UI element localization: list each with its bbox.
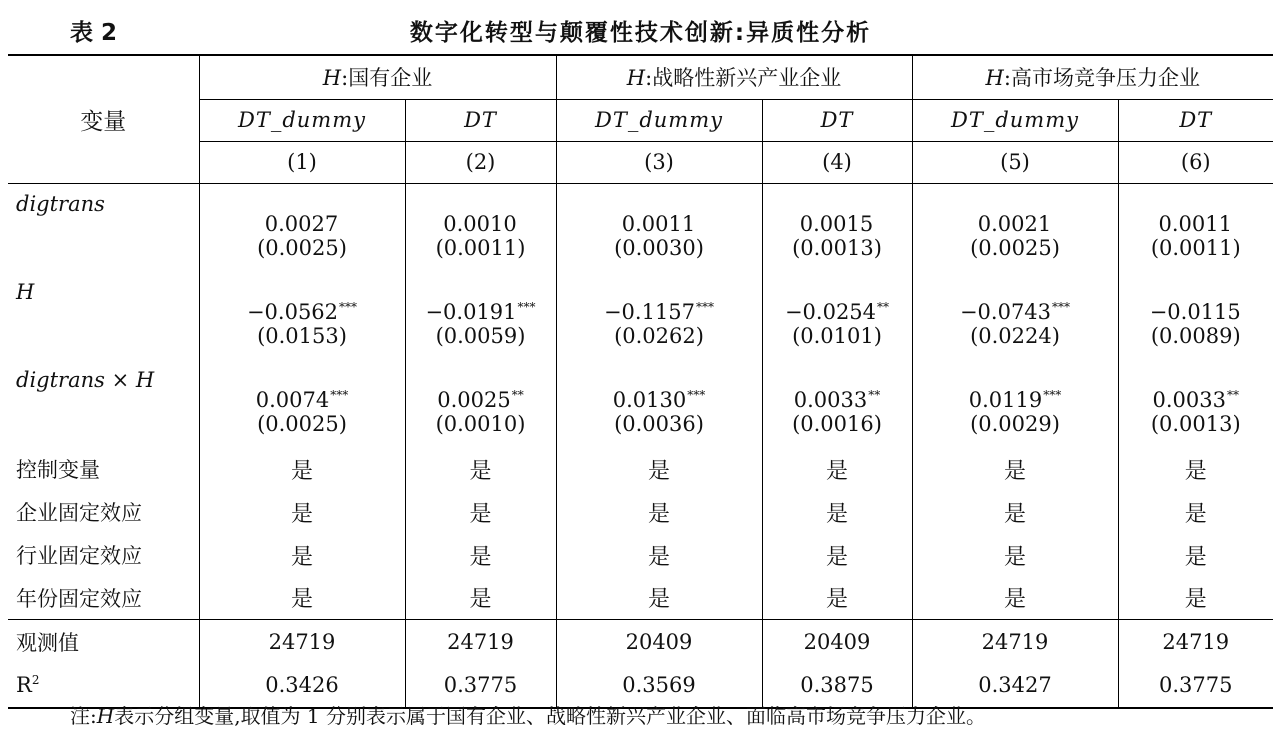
se-cell: (0.0224) — [912, 324, 1118, 360]
coef-cell: 0.0130*** — [556, 360, 762, 412]
yes-cell: 是 — [199, 577, 405, 620]
r2-cell: 0.3875 — [762, 664, 912, 708]
se-cell: (0.0262) — [556, 324, 762, 360]
coef-cell: 0.0025** — [405, 360, 556, 412]
subheader-1: DT_dummy — [199, 99, 405, 141]
se-cell: (0.0036) — [556, 412, 762, 448]
row-label-industry-fe: 行业固定效应 — [8, 534, 199, 577]
r2-cell: 0.3426 — [199, 664, 405, 708]
row-label-firm-fe: 企业固定效应 — [8, 491, 199, 534]
coef-cell: −0.0254** — [762, 272, 912, 324]
yes-cell: 是 — [556, 448, 762, 491]
regression-table — [8, 54, 1273, 709]
table-note: 注:H表示分组变量,取值为 1 分别表示属于国有企业、战略性新兴产业企业、面临高市场竞争压力企业。 — [70, 704, 986, 728]
group-header-1: H:国有企业 — [199, 55, 556, 99]
group-header-2: H:战略性新兴产业企业 — [556, 55, 912, 99]
subheader-3: DT_dummy — [556, 99, 762, 141]
yes-cell: 是 — [1184, 458, 1207, 484]
coef-cell: 0.0021 — [912, 183, 1118, 236]
se-cell: (0.0030) — [556, 236, 762, 272]
yes-cell: 是 — [556, 534, 762, 577]
coef-cell: 0.0010 — [405, 183, 556, 236]
coef-cell: 0.0033** — [1152, 387, 1239, 412]
col-number-1: (1) — [199, 141, 405, 183]
subheader-6: DT — [1118, 99, 1273, 141]
r2-cell: 0.3775 — [1118, 664, 1273, 708]
coef-cell: 0.0011 — [556, 183, 762, 236]
coef-cell: 0.0011 — [1158, 211, 1232, 236]
col-number-3: (3) — [556, 141, 762, 183]
col-number-6: (6) — [1118, 141, 1273, 183]
row-label-year-fe: 年份固定效应 — [8, 577, 199, 620]
yes-cell: 是 — [1184, 544, 1207, 570]
group-header-3: H:高市场竞争压力企业 — [912, 55, 1273, 99]
se-cell: (0.0013) — [1150, 411, 1241, 436]
coef-cell: −0.0115 — [1149, 299, 1241, 324]
yes-cell: 是 — [912, 491, 1118, 534]
yes-cell: 是 — [762, 577, 912, 620]
coef-cell: 0.0027 — [199, 183, 405, 236]
yes-cell: 是 — [762, 448, 912, 491]
row-label-interaction: digtrans × H — [8, 360, 199, 412]
se-cell: (0.0016) — [762, 412, 912, 448]
se-cell: (0.0011) — [1150, 235, 1241, 260]
subheader-5: DT_dummy — [912, 99, 1118, 141]
col-number-2: (2) — [405, 141, 556, 183]
col-number-4: (4) — [762, 141, 912, 183]
yes-cell: 是 — [912, 534, 1118, 577]
yes-cell: 是 — [405, 448, 556, 491]
obs-cell: 24719 — [912, 620, 1118, 664]
obs-cell: 24719 — [405, 620, 556, 664]
se-cell: (0.0025) — [199, 236, 405, 272]
subheader-2: DT — [405, 99, 556, 141]
yes-cell: 是 — [762, 534, 912, 577]
col-number-5: (5) — [912, 141, 1118, 183]
coef-cell: 0.0074*** — [199, 360, 405, 412]
table-label: 表 2 — [70, 20, 118, 46]
coef-cell: 0.0015 — [762, 183, 912, 236]
yes-cell: 是 — [912, 577, 1118, 620]
yes-cell: 是 — [405, 577, 556, 620]
se-cell: (0.0010) — [405, 412, 556, 448]
yes-cell: 是 — [556, 491, 762, 534]
coef-cell: −0.0562*** — [199, 272, 405, 324]
se-cell: (0.0011) — [405, 236, 556, 272]
yes-cell: 是 — [199, 491, 405, 534]
r2-cell: 0.3427 — [912, 664, 1118, 708]
r2-cell: 0.3775 — [405, 664, 556, 708]
coef-cell: −0.0191*** — [405, 272, 556, 324]
coef-cell: −0.1157*** — [556, 272, 762, 324]
row-label-h: H — [8, 272, 199, 324]
obs-cell: 24719 — [199, 620, 405, 664]
row-label-controls: 控制变量 — [8, 448, 199, 491]
se-cell: (0.0101) — [762, 324, 912, 360]
yes-cell: 是 — [405, 534, 556, 577]
yes-cell: 是 — [762, 491, 912, 534]
yes-cell: 是 — [199, 534, 405, 577]
se-cell: (0.0025) — [199, 412, 405, 448]
row-label-obs: 观测值 — [8, 620, 199, 664]
se-cell: (0.0059) — [405, 324, 556, 360]
r2-cell: 0.3569 — [556, 664, 762, 708]
se-cell: (0.0029) — [912, 412, 1118, 448]
se-cell: (0.0013) — [762, 236, 912, 272]
se-cell: (0.0025) — [912, 236, 1118, 272]
se-cell: (0.0153) — [199, 324, 405, 360]
coef-cell: 0.0033** — [762, 360, 912, 412]
var-header: 变量 — [8, 55, 199, 183]
yes-cell: 是 — [1118, 577, 1273, 620]
table-title-row — [0, 8, 1281, 48]
yes-cell: 是 — [405, 491, 556, 534]
obs-cell: 24719 — [1162, 629, 1230, 654]
obs-cell: 20409 — [556, 620, 762, 664]
yes-cell: 是 — [912, 448, 1118, 491]
table-title: 数字化转型与颠覆性技术创新:异质性分析 — [409, 20, 872, 46]
row-label-r2: $R^2$ — [8, 664, 199, 708]
yes-cell: 是 — [199, 448, 405, 491]
subheader-4: DT — [762, 99, 912, 141]
se-cell: (0.0089) — [1150, 323, 1241, 348]
yes-cell: 是 — [556, 577, 762, 620]
row-label-digtrans: digtrans — [8, 183, 199, 236]
obs-cell: 20409 — [762, 620, 912, 664]
coef-cell: −0.0743*** — [912, 272, 1118, 324]
yes-cell: 是 — [1184, 501, 1207, 527]
coef-cell: 0.0119*** — [912, 360, 1118, 412]
